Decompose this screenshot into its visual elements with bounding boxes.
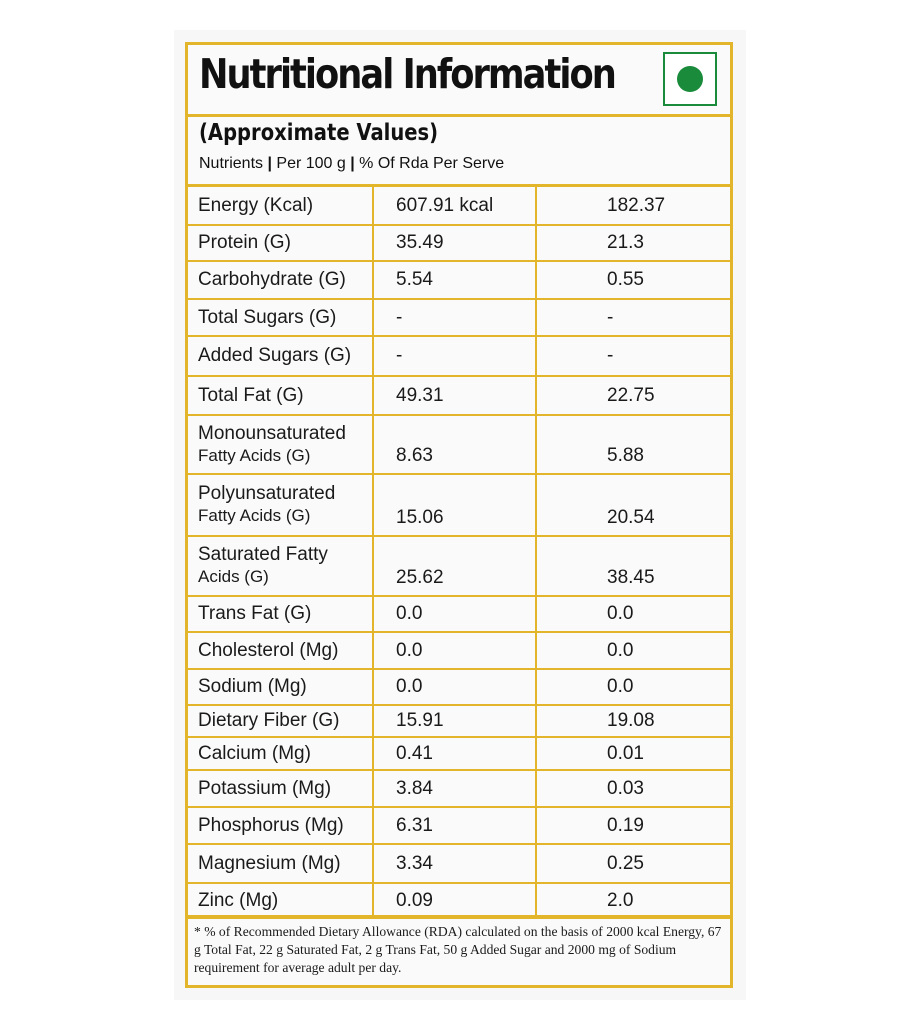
per-100g-value: 15.06 [373,474,536,536]
table-row [188,536,730,596]
table-row [188,669,730,705]
rda-value: - [536,336,730,376]
nutrient-name-line: Polyunsaturated [198,483,336,504]
footnote: * % of Recommended Dietary Allowance (RDA) calculated on the basis of 2000 kcal Energy, 67 g Total Fat, 22 g Saturated Fat, 2 g Trans Fat, 50 g Added Sugar and 2000 mg of Sodium requirement for average adult per day. [188,915,730,977]
nutrient-name: Zinc (Mg) [188,883,373,918]
subtitle: (Approximate Values) [199,120,439,146]
per-100g-value: 35.49 [373,225,536,261]
nutrition-panel [185,42,733,988]
nutrient-name: Total Sugars (G) [188,299,373,336]
rda-value: 20.54 [536,474,730,536]
label-card [174,30,746,1000]
column-headers [199,155,504,173]
rda-value: 22.75 [536,376,730,415]
nutrient-name [188,474,373,536]
rda-value: 2.0 [536,883,730,918]
per-100g-value: 3.34 [373,844,536,883]
nutrient-name: Dietary Fiber (G) [188,705,373,737]
per-100g-value: 0.09 [373,883,536,918]
nutrient-name [188,536,373,596]
rda-value: 38.45 [536,536,730,596]
nutrient-name: Potassium (Mg) [188,770,373,807]
per-100g-value: 0.41 [373,737,536,770]
table-row [188,474,730,536]
nutrient-name [188,415,373,474]
nutrient-name-line: Monounsaturated [198,422,346,444]
rda-value: 0.25 [536,844,730,883]
table-row [188,336,730,376]
nutrient-name: Added Sugars (G) [188,336,373,376]
nutrient-name: Calcium (Mg) [188,737,373,770]
nutrient-name-line: Saturated Fatty [198,544,328,565]
per-100g-value: 3.84 [373,770,536,807]
nutrient-name: Sodium (Mg) [188,669,373,705]
rda-value: 182.37 [536,187,730,225]
rda-value: 21.3 [536,225,730,261]
column-header-rda: % Of Rda Per Serve [359,155,505,172]
table-row [188,596,730,632]
nutrient-name: Total Fat (G) [188,376,373,415]
rda-value: 0.55 [536,261,730,299]
rda-value: 19.08 [536,705,730,737]
nutrient-name: Trans Fat (G) [188,596,373,632]
table-row [188,807,730,844]
nutrient-name-line: Acids (G) [198,567,269,586]
nutrient-name: Energy (Kcal) [188,187,373,225]
nutrient-name: Protein (G) [188,225,373,261]
per-100g-value: 0.0 [373,669,536,705]
vegetarian-mark-icon [663,52,717,106]
column-header-per100g: Per 100 g [276,155,346,172]
table-row [188,225,730,261]
rda-value: 0.19 [536,807,730,844]
table-row [188,376,730,415]
per-100g-value: 6.31 [373,807,536,844]
per-100g-value: 49.31 [373,376,536,415]
per-100g-value: 607.91 kcal [373,187,536,225]
nutrition-table [188,187,730,919]
nutrient-name-line: Fatty Acids (G) [198,445,311,465]
table-row [188,187,730,225]
table-row [188,415,730,474]
nutrient-name: Carbohydrate (G) [188,261,373,299]
table-row [188,632,730,669]
rda-value: 5.88 [536,415,730,474]
table-row [188,844,730,883]
nutrient-name: Phosphorus (Mg) [188,807,373,844]
vegetarian-dot [677,66,703,92]
per-100g-value: 0.0 [373,596,536,632]
rda-value: 0.0 [536,596,730,632]
separator: | [263,155,277,172]
per-100g-value: - [373,336,536,376]
per-100g-value: 25.62 [373,536,536,596]
rda-value: 0.0 [536,669,730,705]
subtitle-row [188,117,730,187]
per-100g-value: 15.91 [373,705,536,737]
table-row [188,737,730,770]
nutrient-name-line: Fatty Acids (G) [198,506,311,525]
page-title: Nutritional Information [199,50,615,98]
table-row [188,705,730,737]
per-100g-value: - [373,299,536,336]
title-row [188,45,730,117]
nutrient-name: Cholesterol (Mg) [188,632,373,669]
rda-value: 0.03 [536,770,730,807]
rda-value: 0.01 [536,737,730,770]
per-100g-value: 8.63 [373,415,536,474]
table-row [188,770,730,807]
table-row [188,883,730,918]
table-row [188,261,730,299]
separator: | [345,155,360,172]
nutrient-name: Magnesium (Mg) [188,844,373,883]
rda-value: 0.0 [536,632,730,669]
per-100g-value: 0.0 [373,632,536,669]
table-row [188,299,730,336]
per-100g-value: 5.54 [373,261,536,299]
column-header-nutrients: Nutrients [199,155,264,172]
rda-value: - [536,299,730,336]
